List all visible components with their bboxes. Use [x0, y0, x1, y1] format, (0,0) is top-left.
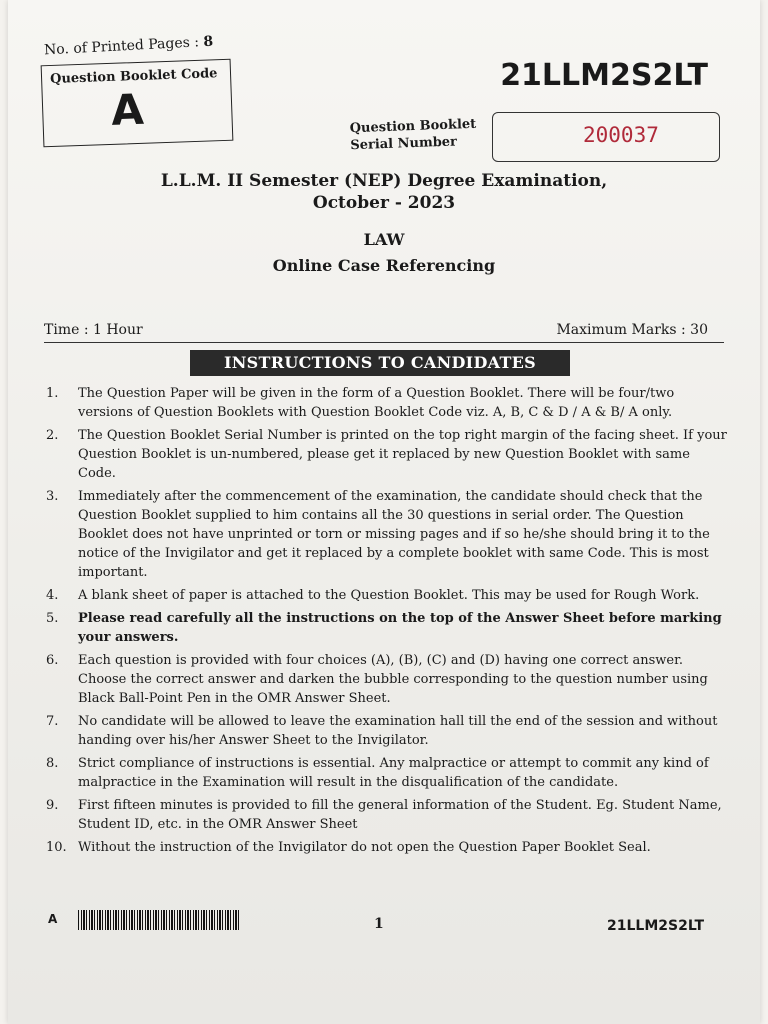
- exam-title-line1: L.L.M. II Semester (NEP) Degree Examination,: [160, 171, 608, 191]
- instruction-text: No candidate will be allowed to leave the examination hall till the end of the session and without handing over his/her Answer Sheet to the Invigilator.: [78, 714, 718, 748]
- instructions-list: [44, 384, 728, 861]
- footer-booklet-code: A: [48, 912, 58, 926]
- instruction-number: 6.: [46, 653, 59, 668]
- serial-number: 200037: [583, 123, 659, 147]
- footer-paper-code: 21LLM2S2LT: [607, 918, 704, 934]
- instruction-number: 2.: [46, 428, 59, 443]
- paper-code: 21LLM2S2LT: [500, 58, 708, 93]
- instruction-text: Strict compliance of instructions is essential. Any malpractice or attempt to commit any kind of malpractice in the Examination will result in the disqualification of the candidate.: [78, 756, 709, 790]
- instruction-item: [44, 609, 728, 647]
- instruction-item: [44, 586, 728, 605]
- instruction-number: 4.: [46, 588, 59, 603]
- instruction-item: [44, 487, 728, 582]
- printed-pages: [44, 34, 214, 59]
- printed-pages-value: 8: [202, 33, 214, 51]
- exam-title-line2: October - 2023: [312, 193, 456, 213]
- instruction-number: 1.: [46, 386, 59, 401]
- booklet-code: A: [110, 84, 145, 135]
- serial-label-line2: Serial Number: [350, 134, 458, 154]
- exam-title: [8, 170, 760, 214]
- instruction-number: 5.: [46, 611, 59, 626]
- serial-label: [349, 116, 477, 154]
- instruction-text: Please read carefully all the instructions on the top of the Answer Sheet before marking your answers.: [78, 611, 722, 645]
- instruction-text: The Question Paper will be given in the form of a Question Booklet. There will be four/two versions of Question Booklets with Question Booklet Code viz. A, B, C & D / A & B/ A only.: [78, 386, 675, 420]
- instruction-number: 9.: [46, 798, 59, 813]
- instruction-text: Without the instruction of the Invigilator do not open the Question Paper Booklet Seal.: [78, 840, 651, 855]
- instruction-text: A blank sheet of paper is attached to the Question Booklet. This may be used for Rough Work.: [78, 588, 700, 603]
- instruction-item: [44, 754, 728, 792]
- instruction-item: [44, 796, 728, 834]
- paper-name: Online Case Referencing: [272, 256, 496, 275]
- exam-sheet: [8, 0, 760, 1024]
- divider: [44, 342, 724, 343]
- instruction-text: The Question Booklet Serial Number is printed on the top right margin of the facing sheet. If your Question Booklet is un-numbered, please get it replaced by new Question Booklet with same Code.: [78, 428, 727, 481]
- instruction-text: Immediately after the commencement of the examination, the candidate should check that the Question Booklet supplied to him contains all the 30 questions in serial order. The Question Booklet does not have unprinted or torn or missing pages and if so he/she should bring it to the notice of the Invigilator and get it replaced by a complete booklet with same Code. This is most important.: [78, 489, 710, 580]
- booklet-code-box: [41, 59, 234, 148]
- instruction-item: [44, 651, 728, 708]
- instruction-text: First fifteen minutes is provided to fill the general information of the Student. Eg. Student Name, Student ID, etc. in the OMR Answer Sheet: [78, 798, 722, 832]
- instruction-number: 10.: [46, 840, 67, 855]
- exam-time: Time : 1 Hour: [44, 322, 143, 338]
- page-number: 1: [374, 916, 384, 932]
- instructions-title: INSTRUCTIONS TO CANDIDATES: [190, 350, 570, 376]
- subject: LAW: [363, 230, 405, 249]
- instruction-number: 3.: [46, 489, 59, 504]
- instruction-item: [44, 712, 728, 750]
- instruction-item: [44, 384, 728, 422]
- instruction-item: [44, 838, 728, 857]
- instruction-number: 8.: [46, 756, 59, 771]
- printed-pages-label: No. of Printed Pages :: [43, 34, 200, 59]
- instruction-item: [44, 426, 728, 483]
- serial-label-line1: Question Booklet: [349, 116, 477, 137]
- barcode: [78, 910, 240, 930]
- instruction-text: Each question is provided with four choices (A), (B), (C) and (D) having one correct answer. Choose the correct answer and darken the bubble corresponding to the question number using Black Ball-Point Pen in the OMR Answer Sheet.: [78, 653, 708, 706]
- max-marks: Maximum Marks : 30: [556, 322, 708, 338]
- instruction-number: 7.: [46, 714, 59, 729]
- serial-number-box: [492, 112, 720, 162]
- booklet-code-label: Question Booklet Code: [49, 66, 218, 88]
